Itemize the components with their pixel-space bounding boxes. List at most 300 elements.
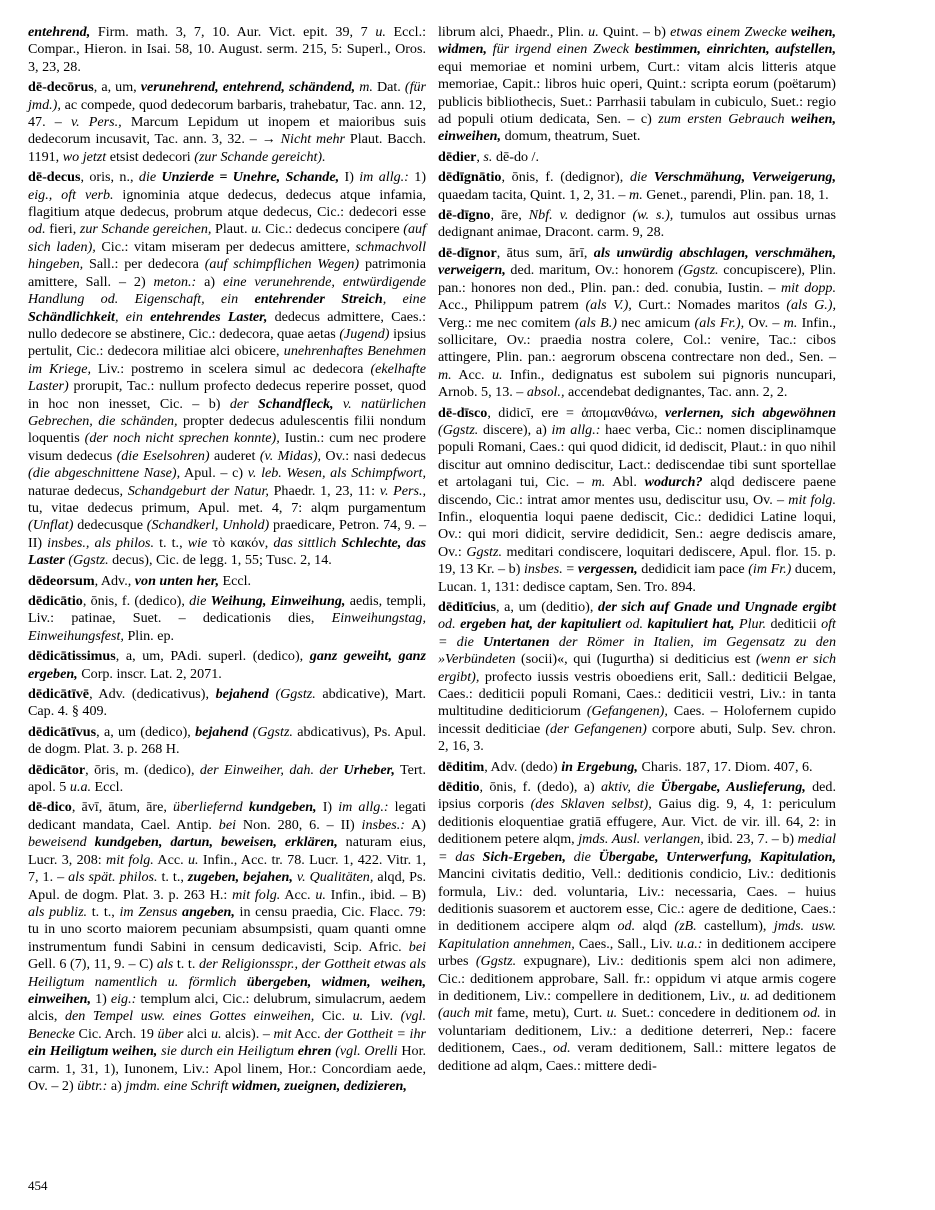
entry-headword: dē-dico — [28, 799, 72, 816]
annotation-text: (w. s.), — [632, 207, 674, 224]
annotation-text: (Ggstz. — [275, 686, 316, 703]
entry-text: Cic. — [314, 1008, 353, 1025]
translation-text: kundgeben, dartun, beweisen, erklären, — [94, 834, 338, 851]
entry-text: Infin., eloquentia loqui paene dediscit, Cic.: dedidici Latine loqui, Ov.: qui mori didicit, servire dedidicit, Sen.: aegre dediscis amare, Ov.: — [438, 508, 836, 560]
annotation-text: jmdm. eine Schrift — [125, 1077, 232, 1094]
entry-text: Dat. — [372, 79, 405, 96]
annotation-text: Einweihungstag, Einweihungsfest, — [28, 610, 426, 644]
annotation-text: bei — [218, 816, 237, 833]
dictionary-entry — [438, 207, 836, 242]
translation-text: ergeben hat, der kapituliert — [460, 616, 621, 633]
entry-text: Infin., Acc. tr. 78. Lucr. 1, 422. Vitr. 1, 7, 1. – — [28, 851, 427, 886]
translation-text: Schandfleck, — [257, 395, 334, 412]
entry-text: Hor. carm. 1, 31, 1), Iunonem, Liv.: Apol linem, Hor.: Concordiam aede, Ov. – 2) — [28, 1043, 427, 1094]
entry-text: dediticii — [766, 616, 822, 633]
annotation-text: (ekelhafte Laster) — [28, 360, 426, 395]
annotation-text: (Unflat) — [28, 517, 74, 534]
entry-text: aedis, templi, Liv.: patinae, Suet. – dedicationis dies, — [28, 593, 426, 627]
entry-text: Eccl. — [218, 572, 252, 589]
dictionary-entry — [28, 648, 426, 683]
annotation-text: als publiz. — [28, 903, 88, 920]
entry-text: t. t., — [157, 869, 188, 886]
annotation-text: od. — [617, 918, 636, 935]
entry-text: , Adv., — [94, 572, 135, 589]
entry-text: alcis). – — [221, 1025, 274, 1042]
entry-text: fame, metu), Curt. — [492, 1005, 607, 1022]
entry-text: legati dedicant mandata, Cael. Antip. — [28, 799, 426, 833]
annotation-text: mit — [273, 1025, 292, 1042]
translation-text: bejahend — [195, 723, 249, 740]
entry-text: Acc. — [153, 851, 188, 868]
annotation-text: (die Eselsohren) — [116, 447, 210, 464]
entry-text: Charis. 187, 17. Diom. 407, 6. — [637, 758, 813, 775]
entry-text: Infin., ibid. – B) — [325, 886, 426, 903]
translation-text: weihen, widmen, — [438, 24, 836, 58]
translation-text: bestimmen, einrichten, aufstellen, — [634, 41, 836, 58]
annotation-text: beweisend — [28, 834, 95, 851]
annotation-text: aktiv, die — [600, 779, 661, 796]
entry-text: expugnare), Liv.: deditionis spem alci non adimere, Cic.: deditionem approbare, Sall. fr.: oppidum vi atque armis cogere in deditionem, Liv.: compellere in deditionem, Liv., — [438, 953, 836, 1004]
entry-text — [550, 634, 559, 650]
entry-text: dedidicit iam pace — [637, 561, 749, 578]
entry-text: ducem, Lucan. 1, 131: dedisce captam, Sen. Tro. 894. — [438, 561, 837, 595]
annotation-text: eig.: — [110, 990, 137, 1007]
translation-text: in Ergebung, — [561, 758, 638, 775]
annotation-text: (als B.) — [574, 314, 617, 331]
annotation-text: u. — [375, 24, 386, 40]
entry-text: Non. 280, 6. – II) — [236, 816, 362, 833]
entry-text: in censu praedia, Cic. Flacc. 79: tu in uno scorto maiorem pecuniam absumpsisti, quam quanti omne instrumentum fundi Sabini in censum dedicavisti, Scip. Afric. — [28, 903, 426, 955]
annotation-text: (auf sich laden), — [28, 221, 426, 255]
entry-text: Plaut. Bacch. 1191, — [28, 131, 426, 165]
annotation-text: im allg.: — [359, 169, 409, 186]
dictionary-entry — [438, 149, 836, 166]
annotation-text: (auch mit — [438, 1005, 493, 1022]
dictionary-entry — [28, 79, 426, 166]
entry-text: Mancini civitatis deditio, Vell.: deditionis condicio, Liv.: deditionis formula, Liv.: ded. voluntaria, Liv.: necessaria, Caes. – huius deditionis suasorem et auctorem esse, Cic.: agere de deditione, Caes.: in deditionem accipere alqm — [438, 866, 836, 935]
entry-text: τὸ κακόν, — [207, 534, 274, 551]
entry-text: , Adv. (dedo) — [484, 758, 562, 775]
annotation-text: die — [138, 169, 162, 186]
annotation-text: die — [189, 593, 211, 609]
annotation-text: (vgl. Benecke — [28, 1008, 426, 1042]
dictionary-entry — [438, 24, 836, 146]
entry-text: accendebat dedignantes, Tac. ann. 2, 2. — [564, 384, 788, 401]
entry-text: Eccl.: Compar., Hieron. in Isai. 58, 10. August. serm. 215, 5: Superl., Oros. 3, 23, 28. — [28, 24, 427, 75]
annotation-text: jmds. usw. Kapitulation annehmen, — [438, 918, 836, 952]
left-column — [28, 24, 426, 1098]
entry-text: ipsius pertulit, Cic.: dedecora militiae alci obicere, — [28, 325, 427, 360]
entry-text: quaedam tacita, Quint. 1, 2, 31. – — [438, 186, 630, 203]
translation-text: von unten her, — [134, 572, 219, 589]
annotation-text: über — [157, 1025, 184, 1042]
annotation-text: bei — [408, 938, 426, 955]
annotation-text: u. — [606, 1005, 618, 1022]
annotation-text: u. — [187, 851, 199, 868]
dictionary-entry — [28, 169, 426, 569]
entry-text: 1) — [408, 169, 427, 186]
annotation-text: u. — [352, 1008, 364, 1025]
entry-text: prorupit, Tac.: nullum profecto dedecus reperire posset, quod in hoc non inesset, Cic. – b) — [28, 378, 426, 412]
entry-text: meditari condiscere, loquitari dediscere, Apul. flor. 15. p. 19, 13 Kr. – b) — [438, 543, 836, 578]
entry-text: etsist dedecori — [106, 148, 195, 165]
entry-text: I) — [339, 169, 360, 186]
annotation-text: (vgl. Orelli — [335, 1043, 398, 1060]
annotation-text: (zur Schande gereicht). — [194, 148, 326, 165]
annotation-text: u. — [315, 886, 326, 903]
annotation-text: (Ggstz. — [68, 552, 109, 569]
annotation-text: v. Pers., — [379, 482, 426, 499]
entry-headword: dē-decus — [28, 169, 81, 186]
annotation-text: der Einweiher, dah. der — [199, 761, 344, 778]
annotation-text: Schandgeburt der Natur, — [127, 482, 269, 499]
annotation-text: sie durch ein Heiligtum — [161, 1043, 298, 1060]
translation-text: der sich auf Gnade und Ungnade ergibt — [598, 599, 836, 615]
entry-headword: dēditīcius — [438, 599, 496, 615]
translation-text: widmen, zueignen, dedizieren, — [231, 1077, 407, 1094]
annotation-text: (des Sklaven selbst), — [530, 796, 652, 813]
dictionary-entry — [28, 724, 426, 759]
entry-headword: dēdeorsum — [28, 572, 95, 589]
translation-text: vergessen, — [577, 561, 638, 578]
entry-text: Curt.: Nomades maritos — [631, 297, 787, 314]
annotation-text: absol., — [526, 384, 565, 401]
annotation-text: als spät. philos. — [68, 869, 158, 886]
entry-text: Cic. Arch. 19 — [74, 1025, 158, 1042]
entry-text: Tert. apol. 5 — [28, 761, 426, 796]
entry-text: Acc. — [451, 366, 492, 383]
annotation-text: mit folg. — [788, 491, 836, 508]
translation-text: Übergabe, Auslieferung, — [660, 779, 806, 796]
entry-text: haec verba, Cic.: nomen disciplinamque populi Romani, Caes.: qui quod didicit, id dediscit, Plaut.: in quo nihil discitur aut omnino dediscitur, Lact.: dediscendae tibi sunt sportellae et artolagani tui, Cic. – — [438, 421, 836, 491]
page-number: 454 — [28, 1178, 48, 1193]
translation-text: zugeben, bejahen, — [187, 869, 293, 886]
entry-text: Phaedr. 1, 23, 11: — [268, 482, 380, 499]
entry-text: = — [562, 561, 578, 578]
entry-text — [566, 849, 574, 865]
entry-text: discere), a) — [478, 421, 552, 438]
annotation-text: u.a. — [69, 779, 92, 796]
annotation-text: Ggstz. — [466, 543, 502, 560]
dictionary-entry — [438, 245, 836, 402]
annotation-text: u. — [210, 1025, 222, 1042]
annotation-text: eig., oft verb. — [28, 186, 114, 203]
annotation-text: od. — [438, 616, 456, 633]
annotation-text: meton.: — [153, 273, 197, 290]
entry-text: Genet., parendi, Plin. pan. 18, 1. — [642, 186, 829, 203]
entry-text: Ov.: nasi dedecus — [321, 447, 426, 464]
entry-text: Abl. — [605, 474, 645, 491]
entry-headword: dēdicātīvē — [28, 686, 90, 703]
annotation-text: wo jetzt — [62, 148, 107, 165]
annotation-text: (Schandkerl, Unhold) — [146, 517, 270, 534]
entry-text: , Adv. (dedicativus), — [89, 686, 216, 703]
entry-text: ded. ipsius corporis — [438, 779, 836, 813]
entry-text: abdicativus), Ps. Apul. de dogm. Plat. 3. p. 268 H. — [28, 723, 426, 758]
entry-text: abdicative), Mart. Cap. 4. § 409. — [28, 686, 427, 720]
entry-headword: dēdicātio — [28, 593, 83, 609]
annotation-text: im allg.: — [551, 421, 601, 438]
entry-text: ignominia atque dedecus, dedecus atque infamia, flagitium atque dedecus, probrum atque dedecus, Cic.: dedecori esse — [28, 186, 426, 221]
translation-text: als unwürdig abschlagen, verschmähen, verweigern, — [438, 244, 837, 279]
dictionary-entry — [28, 573, 426, 590]
translation-text: ehren — [297, 1043, 332, 1060]
annotation-text: v. Pers., — [70, 114, 122, 131]
entry-text: , didicī, ere = ἀπομανθάνω, — [487, 404, 665, 421]
dictionary-entry — [28, 593, 426, 645]
entry-text: Infin., dedignatus est subolem sui pignoris nuncupari, Arnob. 5, 13. – — [438, 366, 837, 401]
translation-text: Übergabe, Unterwerfung, Kapitulation, — [598, 848, 836, 865]
entry-text: patrimonia amittere, Sall. – 2) — [28, 256, 427, 290]
annotation-text: (Gefangenen), — [586, 703, 668, 720]
entry-text: in voluntariam deditionem, Liv.: a deditione deterreri, Nep.: facere deditionem, Caes., — [438, 1005, 836, 1057]
entry-text: Corp. inscr. Lat. 2, 2071. — [77, 665, 222, 682]
entry-text: ded. maritum, Ov.: honorem — [505, 262, 679, 279]
entry-headword: dē-dīsco — [438, 404, 488, 421]
entry-text: , ōris, m. (dedico), — [85, 761, 200, 778]
entry-text: alqd — [635, 918, 675, 935]
entry-text: ad deditionem — [750, 987, 836, 1004]
entry-text: , a, um (deditio), — [495, 599, 599, 615]
annotation-text: u. — [739, 987, 751, 1004]
entry-text: , oris, n., — [80, 169, 139, 186]
entry-text: , ōnis, f. (dedignor), — [501, 169, 630, 186]
annotation-text: (Jugend) — [339, 325, 390, 342]
entry-text: Apul. – c) — [180, 465, 248, 482]
annotation-text: m. — [359, 79, 373, 96]
annotation-text: u. — [251, 221, 262, 238]
annotation-text: (Ggstz. — [475, 953, 517, 970]
annotation-text: der Gottheit = ihr — [324, 1025, 426, 1042]
entry-text: , — [476, 148, 484, 165]
annotation-text: wie — [187, 534, 208, 551]
entry-text: Ov. – — [744, 314, 784, 331]
translation-text: Sich-Ergeben, — [482, 848, 566, 865]
dictionary-entry — [28, 686, 426, 721]
annotation-text: insbes. — [523, 561, 563, 578]
entry-text: Plin. ep. — [123, 627, 175, 644]
annotation-text: (auf schimpflichen Wegen) — [204, 256, 360, 273]
annotation-text: Plur. — [738, 616, 766, 633]
translation-text: Weihung, Einweihung, — [210, 593, 346, 609]
annotation-text: , ein — [114, 308, 151, 325]
entry-text: equi memoriae et nomini urbem, Curt.: vitam alcis litteris atque memoriae, Capit.: libros huic operi, Quint.: scripta eorum (poëtarum) publicis bibliothecis, Suet.: Parrhasii tabulam in cubiculo, Suet.: regio ad populi otium dedicata, Sen. – c) — [438, 58, 836, 128]
annotation-text: (zB. — [674, 918, 697, 935]
entry-text: t. t. — [173, 956, 199, 973]
annotation-text: , eine — [382, 291, 426, 308]
entry-text: , āre, — [490, 207, 529, 224]
annotation-text: (der Gefangenen) — [545, 720, 647, 737]
annotation-text: für irgend einen Zweck — [492, 41, 635, 58]
annotation-text: m. — [629, 186, 643, 203]
translation-text: ein Heiligtum weihen, — [28, 1043, 158, 1060]
annotation-text: mit folg. — [106, 851, 154, 868]
translation-text: kundgeben, — [248, 799, 317, 816]
annotation-text: (für jmd.), — [28, 79, 427, 113]
entry-text: librum alci, Phaedr., Plin. — [438, 24, 589, 40]
entry-text: corpore abuti, Sulp. Sev. chron. 2, 16, 3. — [438, 720, 836, 755]
annotation-text: jmds. Ausl. verlangen, — [578, 831, 704, 848]
entry-text: ibid. 23, 7. – b) — [703, 831, 798, 848]
translation-text: wodurch? — [644, 474, 703, 491]
annotation-text: u. — [588, 24, 599, 40]
entry-text: Gaius dig. 9, 4, 1: periculum deditionis eloquentiae gratiā effugere, Aur. Vict. de vir. ill. 64, 2: in deditionem petere alqm, — [438, 796, 837, 848]
entry-text: concupiscere), Plin. pan.: honores non ded., Plin. pan.: ded. conubia, Iustin. – — [438, 262, 837, 296]
entry-text: Suet.: concedere in deditionem — [617, 1005, 804, 1022]
entry-text: alqd, Ps. Apul. de dogm. Plat. 3. p. 263 H.: — [28, 869, 426, 903]
annotation-text: im Zensus — [119, 903, 183, 920]
annotation-text: den Tempel usw. eines Gottes einweihen, — [64, 1008, 315, 1025]
entry-headword: dēdicātissimus — [28, 648, 116, 665]
annotation-text: (als Fr.), — [694, 314, 745, 331]
annotation-text: im allg.: — [338, 799, 389, 816]
entry-headword: dēdicātor — [28, 761, 86, 778]
annotation-text: etwas einem Zwecke — [670, 24, 791, 40]
entry-text: Plaut. — [211, 221, 252, 238]
annotation-text: medial = das — [438, 831, 836, 865]
entry-text: Acc. — [280, 886, 316, 903]
annotation-text: m. — [783, 314, 798, 331]
entry-text: Gell. 6 (7), 11, 9. – C) — [28, 956, 157, 973]
entry-headword: dēditim — [438, 758, 485, 775]
annotation-text: zum ersten Gebrauch — [658, 111, 791, 128]
annotation-text: eine verunehrende, entwürdigende Handlung od. Eigenschaft, ein — [28, 273, 426, 308]
annotation-text: (Ggstz. — [438, 421, 479, 438]
entry-text: 1) — [91, 990, 111, 1007]
entry-headword: dē-decōrus — [28, 79, 94, 96]
entry-text: a) — [107, 1077, 126, 1094]
dictionary-entry — [438, 405, 836, 596]
translation-text: Verschmähung, Verweigerung, — [653, 169, 836, 186]
annotation-text: (Ggstz. — [678, 262, 719, 279]
annotation-text: mit folg. — [232, 886, 281, 903]
entry-text — [334, 396, 343, 412]
entry-text: Eccl. — [91, 779, 124, 796]
entry-text: Acc., Philippum patrem — [438, 297, 586, 314]
entry-text: profecto iussis vestris oboediens erit, Sall.: dediticii Belgae, Caes.: dediticii populi Romani, Caes.: dediticii vestri, Liv.: in tanta multitudine dediticiorum — [438, 668, 836, 720]
entry-text: castellum), — [696, 918, 774, 935]
dictionary-entry — [438, 169, 836, 204]
entry-headword: dēdīgnātio — [438, 169, 502, 186]
entry-text: praedicare, Petron. 74, 9. – II) — [28, 517, 426, 551]
annotation-text: insbes., als philos. — [47, 534, 155, 551]
translation-text: Schlechte, das Laster — [28, 534, 426, 569]
annotation-text: s. — [483, 148, 493, 165]
entry-text: (socii)«, qui (Iugurtha) si dediticius est — [515, 651, 756, 668]
entry-text: Cic.: dedecus concipere — [261, 221, 404, 238]
entry-headword: dē-dīgno — [438, 207, 491, 224]
entry-text: Caes., Sall., Liv. — [574, 935, 677, 952]
entry-text: Caes. – Holofernem cupido incessit dediticiae — [438, 703, 836, 737]
dictionary-entry — [438, 779, 836, 1075]
translation-text: verunehrend, entehrend, schändend, — [140, 79, 356, 96]
translation-text: Unzierde = Unehre, Schande, — [161, 169, 340, 186]
annotation-text: (Ggstz. — [252, 723, 293, 740]
entry-headword: dēdier — [438, 148, 477, 165]
entry-text: dē-do /. — [492, 148, 539, 165]
entry-headword: dēditio — [438, 779, 480, 796]
annotation-text: übtr.: — [77, 1077, 108, 1094]
entry-text: alci — [183, 1025, 211, 1042]
entry-text: , ōnis, f. (dedico), — [82, 593, 190, 609]
entry-text: veram deditionem, Sall.: mittere legatos de deditione ad alqm, Caes.: mittere dedi- — [438, 1040, 836, 1074]
translation-text: entehrendes Laster, — [150, 308, 268, 325]
annotation-text: od. — [625, 616, 644, 633]
dictionary-entry — [438, 599, 836, 756]
entry-text: Firm. math. 3, 7, 10. Aur. Vict. epit. 39, 7 — [90, 24, 376, 40]
entry-text: Marcum Lepidum ut inopem et maioribus suis dedecorum incusavit, Tac. ann. 3, 32. – → — [28, 114, 426, 148]
annotation-text: (als G.), — [786, 297, 836, 314]
entry-text: decus), Cic. de legg. 1, 55; Tusc. 2, 14. — [108, 552, 332, 569]
annotation-text: der Römer in Italien, im Gegensatz zu den »Verbündeten — [438, 633, 836, 668]
entry-text: nec amicum — [616, 314, 695, 331]
dictionary-entry — [28, 24, 426, 76]
dictionary-entry — [28, 762, 426, 797]
annotation-text: Nicht mehr — [280, 131, 346, 148]
entry-text: , a, um (dedico), — [96, 723, 196, 740]
translation-text: bejahend — [215, 686, 269, 703]
annotation-text: zur Schande gereichen, — [79, 221, 212, 238]
annotation-text: das sittlich — [273, 534, 342, 551]
translation-text: Untertanen — [483, 633, 550, 650]
annotation-text: (wenn er sich ergibt), — [438, 651, 836, 685]
translation-text: kapituliert hat, — [647, 616, 735, 633]
entry-text: tu, vitae dedecus primum, Apul. met. 4, 7: alqm purgamentum — [28, 499, 426, 516]
entry-text: Quint. – b) — [598, 24, 671, 40]
annotation-text: od. — [803, 1005, 821, 1022]
annotation-text: oft = die — [438, 616, 836, 650]
entry-text: auderet — [209, 447, 260, 464]
entry-text: dedecus admittere, Caes.: nullo dedecore se abstinere, Cic.: dedecora, quae aetas — [28, 308, 426, 342]
entry-text: naturae dedecus, — [28, 482, 128, 499]
entry-text: A) — [405, 816, 426, 833]
entry-text: , āvī, ātum, āre, — [71, 799, 174, 816]
entry-text: dedignor — [568, 207, 633, 224]
annotation-text: u. — [492, 366, 503, 383]
translation-text: übergeben, widmen, weihen, einweihen, — [28, 973, 426, 1007]
translation-text: entehrender Streich — [254, 291, 383, 308]
entry-text: domum, theatrum, Suet. — [501, 128, 641, 145]
entry-text: fieri, — [45, 221, 80, 238]
entry-text: , ātus sum, ārī, — [496, 244, 594, 261]
annotation-text: Nbf. v. — [528, 207, 569, 224]
right-column — [438, 24, 836, 1078]
entry-text: tumulos aut ossibus urnas dedignant animae, Dracont. carm. 9, 28. — [438, 207, 836, 241]
entry-text: naturam eius, Lucr. 3, 208: — [28, 834, 427, 868]
annotation-text: od. — [552, 1040, 571, 1057]
entry-text: templum alci, Cic.: delubrum, simulacrum, aedem alcis, — [28, 990, 426, 1025]
annotation-text: u.a.: — [676, 935, 703, 952]
annotation-text: v. leb. Wesen, als Schimpfwort, — [247, 465, 426, 482]
annotation-text: (der noch nicht sprechen konnte), — [84, 430, 280, 447]
annotation-text: v. natürlichen Gebrechen, die schänden, — [28, 395, 427, 429]
entry-text: Sall.: per dedecora — [83, 256, 205, 273]
annotation-text: (als V.), — [585, 297, 632, 314]
translation-text: Urheber, — [343, 761, 395, 778]
entry-text: ac compede, quod dedecorum barbaris, trahebatur, Tac. ann. 12, 47. – — [28, 96, 426, 131]
entry-text: Cic.: vitam miseram per dedecus amittere, — [95, 238, 356, 255]
entry-text: , a, um, — [93, 79, 141, 96]
annotation-text: mit dopp. — [780, 279, 836, 296]
annotation-text: insbes.: — [361, 816, 405, 833]
translation-text: angeben, — [182, 903, 235, 920]
dictionary-entry — [28, 799, 426, 1095]
entry-text: Liv. — [363, 1008, 401, 1025]
translation-text: entehrend, — [28, 24, 91, 40]
entry-text: t. t., — [154, 534, 188, 551]
translation-text: weihen, einweihen, — [438, 111, 836, 145]
annotation-text: die — [573, 848, 599, 865]
